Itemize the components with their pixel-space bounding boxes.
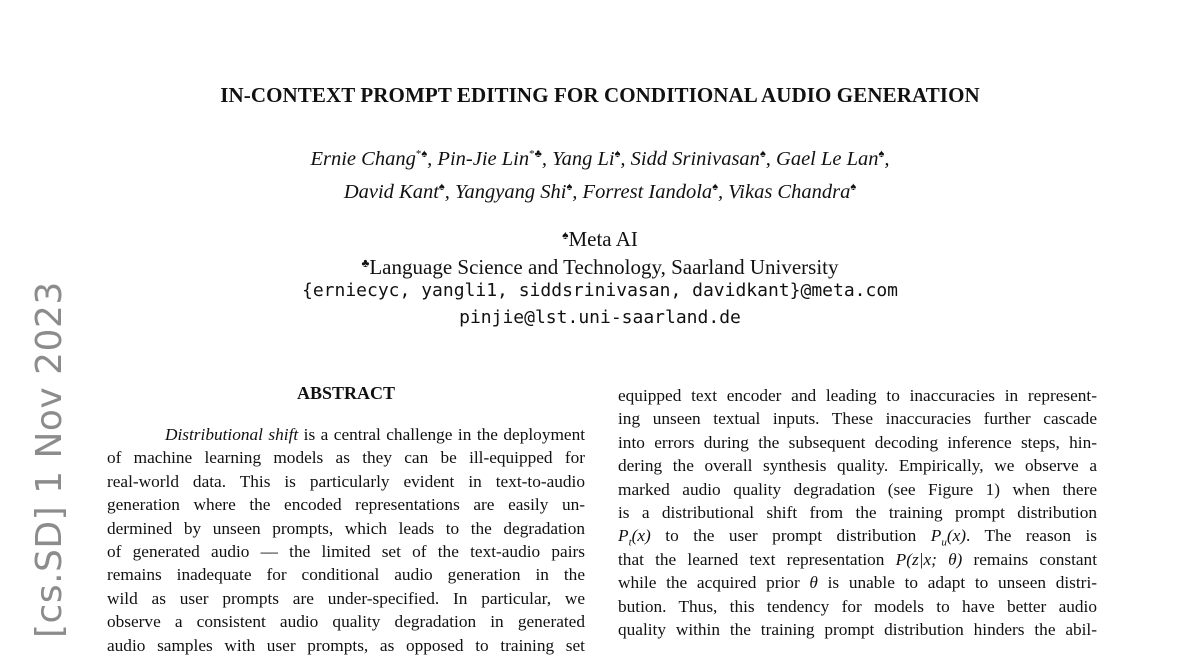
abstract-line: $P_t(x)$ to the user prompt distribution $P_u(x)$. The reason is (618, 526, 1097, 549)
email-meta: {erniecyc, yangli1, siddsrinivasan, davidkant}@meta.com (301, 280, 899, 301)
paper-title: IN-CONTEXT PROMPT EDITING FOR CONDITIONAL AUDIO GENERATION (220, 83, 980, 107)
abstract-line: ing unseen textual inputs. These inaccuracies further cascade (618, 409, 1097, 429)
author-list (0, 140, 1200, 206)
abstract-line: real-world data. This is particularly evident in text-to-audio (107, 471, 585, 491)
affiliation-meta: ♠Meta AI (562, 227, 638, 251)
abstract-line: marked audio quality degradation (see Figure 1) when there (618, 479, 1097, 499)
abstract-line: is a distributional shift from the training prompt distribution (618, 502, 1097, 522)
abstract-line: remains inadequate for conditional audio generation in the (107, 565, 585, 585)
abstract-line: equipped text encoder and leading to inaccuracies in represent- (618, 386, 1097, 405)
abstract-line: of generated audio — the limited set of the text-audio pairs (107, 541, 585, 561)
abstract-line: audio samples with user prompts, as opposed to training set (107, 635, 585, 655)
abstract-right-column (618, 384, 1097, 641)
abstract-line: while the acquired prior θ is unable to adapt to unseen distri- (618, 573, 1097, 593)
abstract-line: dermined by unseen prompts, which leads to the degradation (107, 518, 585, 538)
abstract-line: that the learned text representation P(z|x; θ) remains constant (618, 549, 1097, 569)
author-line-1: Ernie Chang*♠, Pin-Jie Lin*♣, Yang Li♠, Sidd Srinivasan♠, Gael Le Lan♠, (310, 148, 890, 170)
abstract-line: observe a consistent audio quality degradation in generated (107, 612, 585, 632)
author-line-2: David Kant♠, Yangyang Shi♠, Forrest Iandola♠, Vikas Chandra♠ (343, 181, 857, 203)
email-saarland: pinjie@lst.uni-saarland.de (459, 307, 741, 328)
affiliation-saarland: ♣Language Science and Technology, Saarland University (361, 255, 839, 279)
abstract-left-column (107, 423, 585, 657)
abstract-line: into errors during the subsequent decoding inference steps, hin- (618, 432, 1097, 452)
abstract-line: bution. Thus, this tendency for models to have better audio (618, 596, 1097, 616)
abstract-heading: ABSTRACT (296, 383, 396, 403)
abstract-line: quality within the training prompt distribution hinders the abil- (618, 619, 1097, 639)
abstract-line: generation where the encoded representations are easily un- (107, 495, 585, 515)
abstract-line: wild as user prompts are under-specified. In particular, we (107, 588, 585, 608)
abstract-line: dering the overall synthesis quality. Empirically, we observe a (618, 456, 1097, 476)
arxiv-identifier-stamp: [cs.SD] 1 Nov 2023 (29, 281, 70, 638)
abstract-line: of machine learning models as they can be ill-equipped for (107, 448, 585, 468)
abstract-line: Distributional shift is a central challenge in the deployment (165, 425, 586, 444)
